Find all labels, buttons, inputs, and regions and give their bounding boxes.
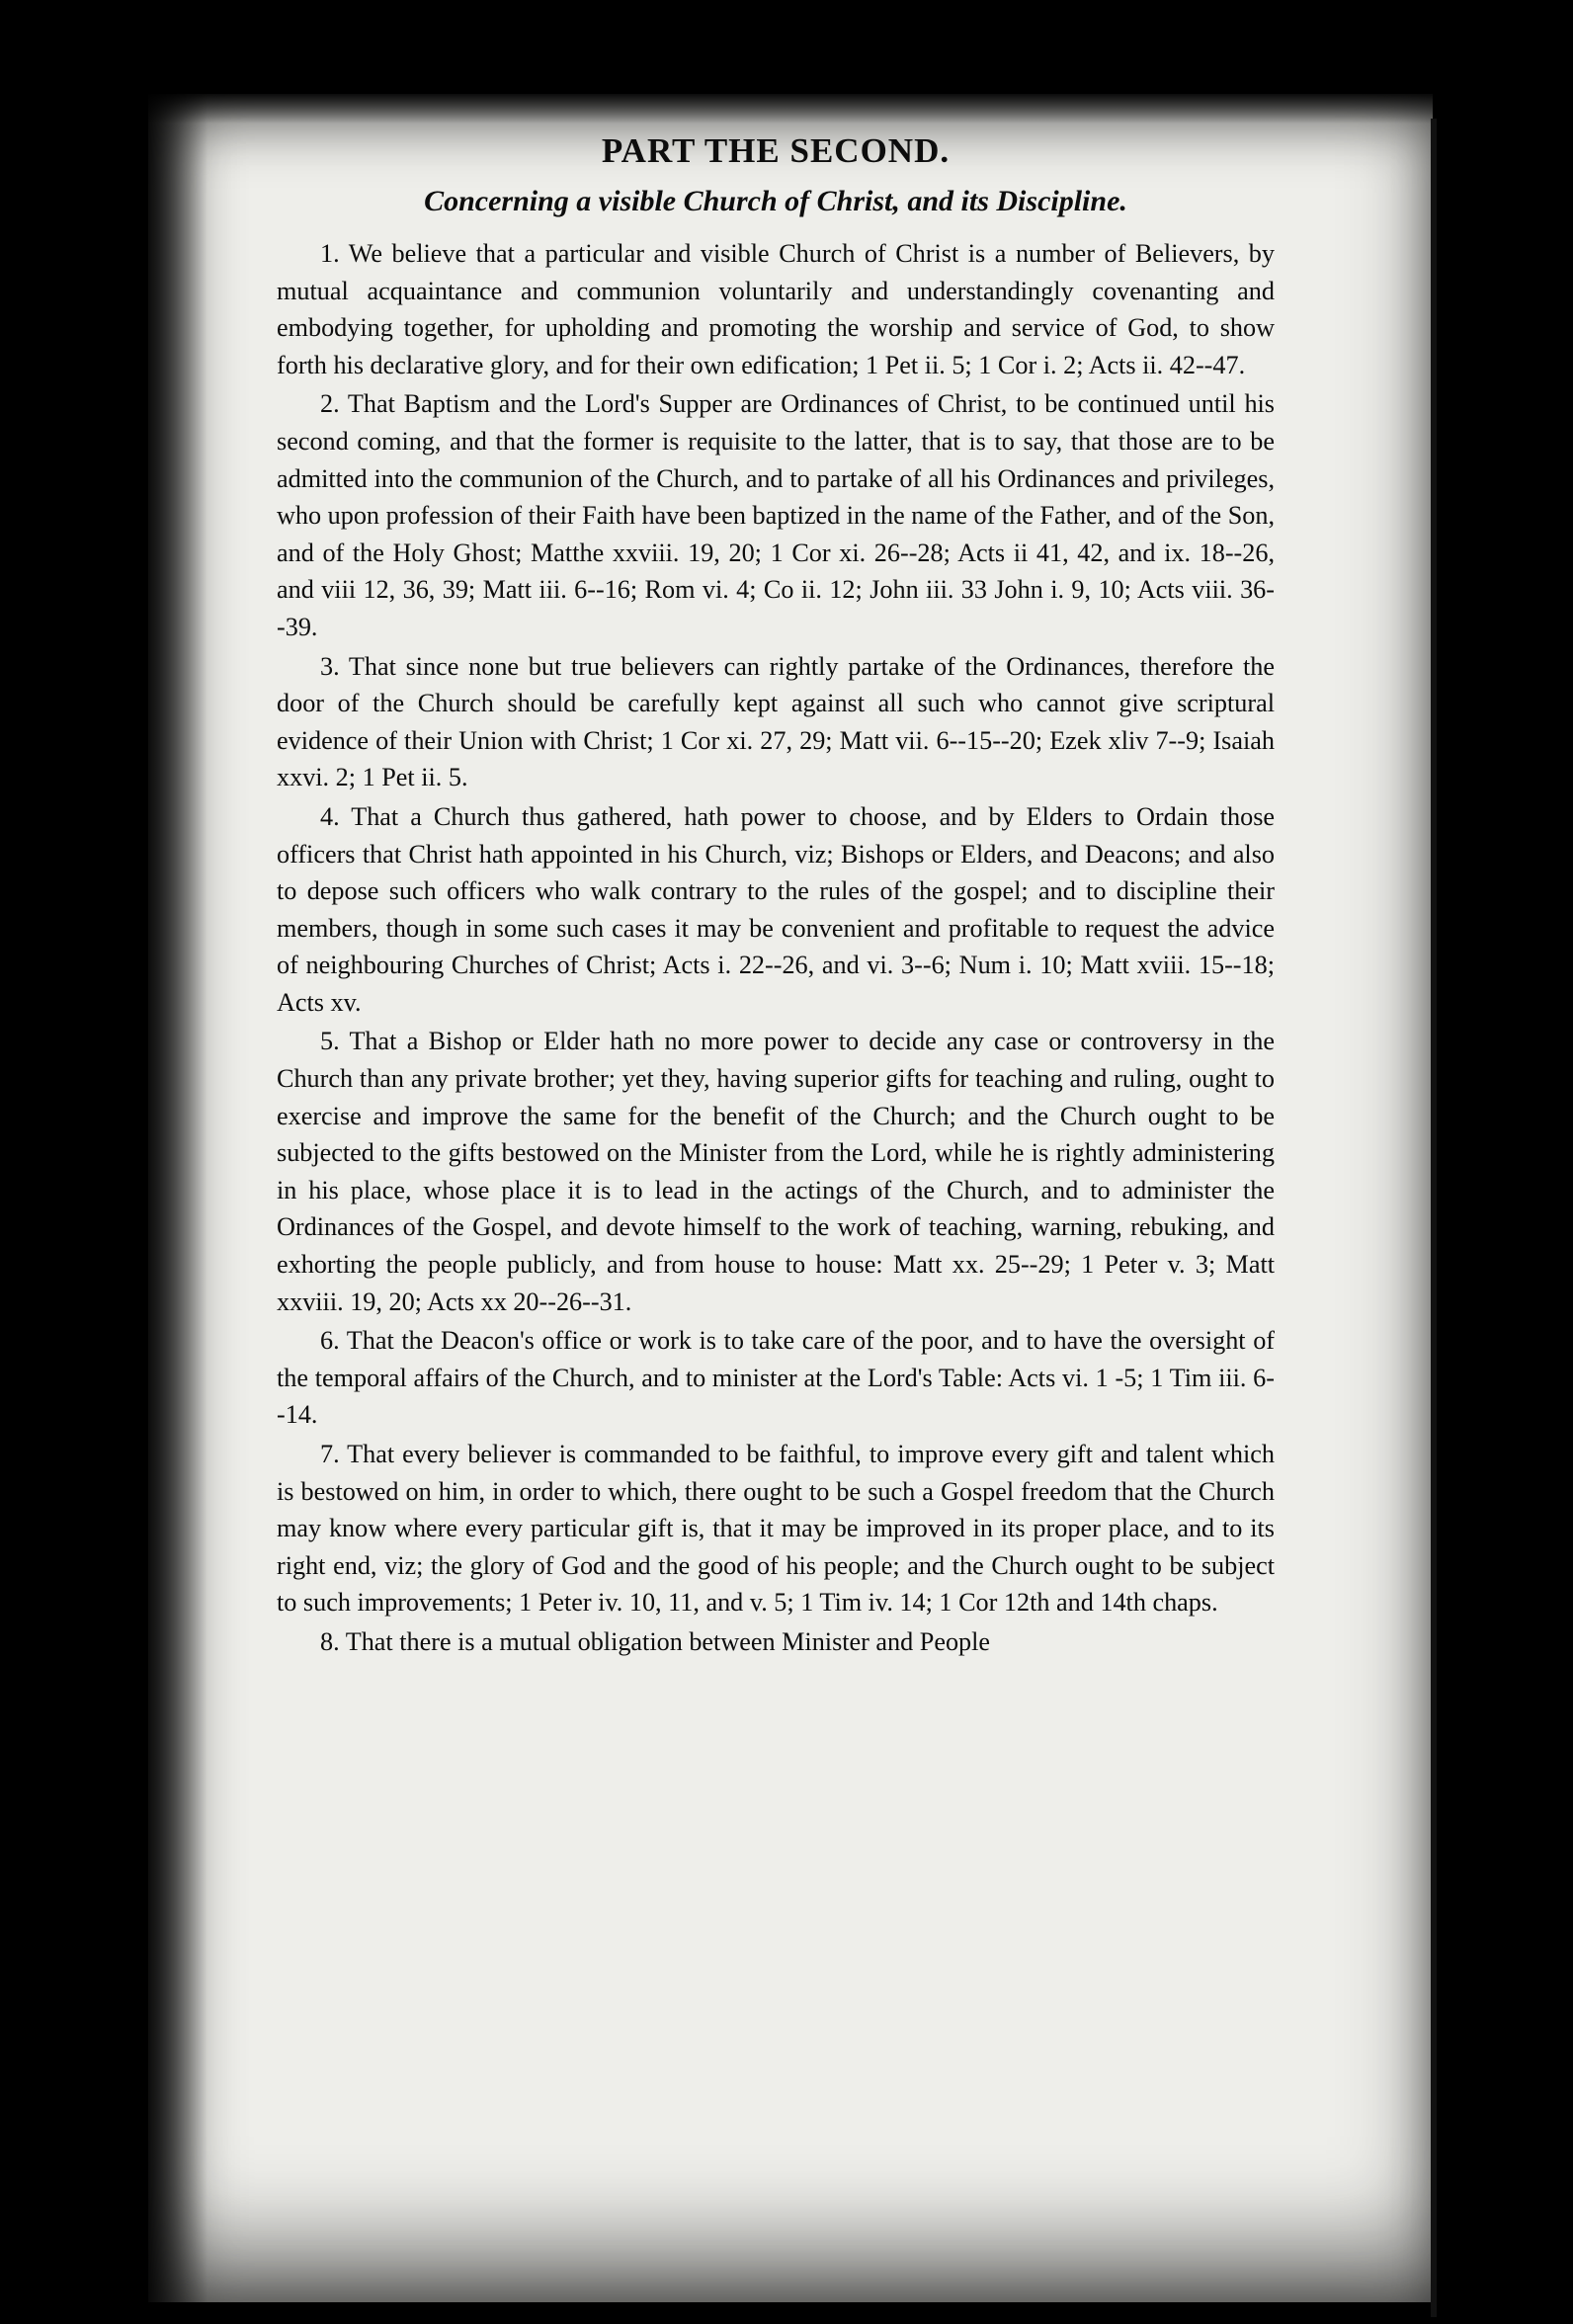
article-5 [277,1023,1275,1320]
article-number: 2. [320,389,340,419]
article-3 [277,648,1275,796]
article-number: 3. [320,651,340,681]
article-text: That there is a mutual obligation between Minister and People [345,1626,991,1656]
article-text: That since none but true believers can rightly partake of the Ordinances, therefore the door of the Church should be carefully kept against all such who cannot give scriptural evidence of their Union with Christ; 1 Cor xi. 27, 29; Matt vii. 6--15--20; Ezek xliv 7--9; Isaiah xxvi. 2; 1 Pet ii. 5. [277,651,1275,792]
scan-right-margin [1437,94,1573,2324]
article-text: That the Deacon's office or work is to take care of the poor, and to have the oversight of the temporal affairs of the Church, and to minister at the Lord's Table: Acts vi. 1 -5; 1 Tim iii. 6--14. [277,1326,1276,1430]
page-gutter-shadow [148,94,207,2302]
section-subheading: Concerning a visible Church of Christ, and its Discipline. [424,185,1127,217]
article-text: That Baptism and the Lord's Supper are Ordinances of Christ, to be continued until his second coming, and that the former is requisite to the latter, that is to say, that those are to be admitted into the communion of the Church, and to partake of all his Ordinances and privileges, who upon profession of their Faith have been baptized in the name of the Father, and of the Son, and of the Holy Ghost; Matthe xxviii. 19, 20; 1 Cor xi. 26--28; Acts ii 41, 42, and ix. 18--26, and viii 12, 36, 39; Matt iii. 6--16; Rom vi. 4; Co ii. 12; John iii. 33 John i. 9, 10; Acts viii. 36--39. [277,389,1276,641]
page-top-shadow [148,94,1433,124]
article-text: That a Church thus gathered, hath power to choose, and by Elders to Ordain those officers that Christ hath appointed in his Church, viz; Bishops or Elders, and Deacons; and also to depose such officers who walk contrary to the rules of the gospel; and to discipline their members, though in some such cases it may be convenient and profitable to request the advice of neighbouring Churches of Christ; Acts i. 22--26, and vi. 3--6; Num i. 10; Matt xviii. 15--18; Acts xv. [277,801,1276,1017]
article-number: 1. [320,239,340,268]
article-2 [277,385,1275,645]
article-number: 6. [320,1326,340,1356]
article-number: 4. [320,801,340,831]
article-text: We believe that a particular and visible Church of Christ is a number of Believers, by mutual acquaintance and communion voluntarily and understandingly covenanting and embodying together, for upholding and promoting the worship and service of God, to show forth his declarative glory, and for their own edification; 1 Pet ii. 5; 1 Cor i. 2; Acts ii. 42--47. [277,239,1275,379]
article-4 [277,798,1275,1022]
article-number: 8. [320,1626,340,1656]
article-7 [277,1436,1275,1621]
article-number: 7. [320,1440,340,1468]
part-heading: PART THE SECOND. [601,131,951,170]
article-8 [277,1623,1275,1661]
article-1 [277,235,1275,383]
article-6 [277,1322,1275,1434]
article-number: 5. [320,1027,340,1056]
article-text: That every believer is commanded to be faithful, to improve every gift and talent which is bestowed on him, in order to which, there ought to be such a Gospel freedom that the Church may know where every particular gift is, that it may be improved in its proper place, and to its right end, viz; the glory of God and the good of his people; and the Church ought to be subject to such improvements; 1 Peter iv. 10, 11, and v. 5; 1 Tim iv. 14; 1 Cor 12th and 14th chaps. [277,1440,1275,1618]
page-text [277,130,1275,1663]
article-text: That a Bishop or Elder hath no more power to decide any case or controversy in the Church than any private brother; yet they, having superior gifts for teaching and ruling, ought to exercise and improve the same for the benefit of the Church; and the Church ought to be subjected to the gifts bestowed on the Minister from the Lord, while he is rightly administering in his place, whose place it is to lead in the actings of the Church, and to administer the Ordinances of the Gospel, and devote himself to the work of teaching, warning, rebuking, and exhorting the people publicly, and from house to house: Matt xx. 25--29; 1 Peter v. 3; Matt xxviii. 19, 20; Acts xx 20--26--31. [277,1027,1275,1316]
